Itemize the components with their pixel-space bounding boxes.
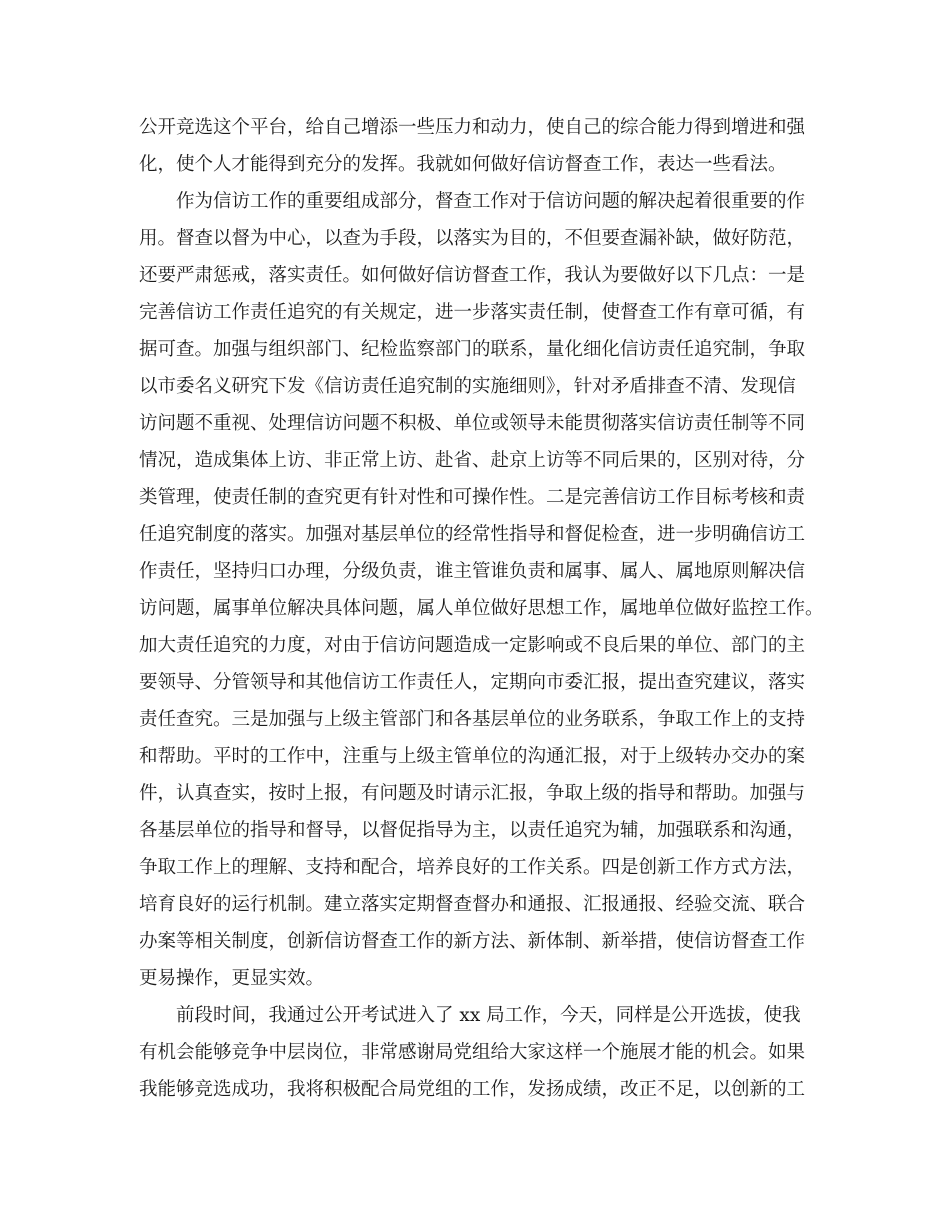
text-line: 访问题，属事单位解决具体问题，属人单位做好思想工作，属地单位做好监控工作。 — [139, 598, 824, 619]
text-line: 据可查。加强与组织部门、纪检监察部门的联系，量化细化信访责任追究制，争取 — [139, 339, 806, 360]
text-line: 办案等相关制度，创新信访督查工作的新方法、新体制、新举措，使信访督查工作 — [139, 931, 806, 952]
text-line: 情况，造成集体上访、非正常上访、赴省、赴京上访等不同后果的，区别对待，分 — [139, 450, 806, 471]
text-line: 化，使个人才能得到充分的发挥。我就如何做好信访督查工作，表达一些看法。 — [139, 154, 787, 175]
text-line: 用。督查以督为中心，以查为手段，以落实为目的，不但要查漏补缺，做好防范， — [139, 228, 806, 249]
text-line: 公开竞选这个平台，给自己增添一些压力和动力，使自己的综合能力得到增进和强 — [139, 117, 806, 138]
text-line: 以市委名义研究下发《信访责任追究制的实施细则》，针对矛盾排查不清、发现信 — [139, 376, 796, 397]
text-line: 争取工作上的理解、支持和配合，培养良好的工作关系。四是创新工作方式方法， — [139, 857, 806, 878]
paragraph-first-line: 前段时间，我通过公开考试进入了 xx 局工作，今天，同样是公开选拔，使我 — [176, 1005, 801, 1026]
text-line: 各基层单位的指导和督导，以督促指导为主，以责任追究为辅，加强联系和沟通， — [139, 820, 806, 841]
text-line: 培育良好的运行机制。建立落实定期督查督办和通报、汇报通报、经验交流、联合 — [139, 894, 806, 915]
text-line: 有机会能够竞争中层岗位，非常感谢局党组给大家这样一个施展才能的机会。如果 — [139, 1042, 806, 1063]
text-line: 要领导、分管领导和其他信访工作责任人，定期向市委汇报，提出查究建议，落实 — [139, 672, 806, 693]
text-line: 更易操作，更显实效。 — [139, 968, 325, 989]
text-line: 和帮助。平时的工作中，注重与上级主管单位的沟通汇报，对于上级转办交办的案 — [139, 746, 806, 767]
text-line: 访问题不重视、处理信访问题不积极、单位或领导未能贯彻落实信访责任制等不同 — [139, 413, 806, 434]
text-line: 作责任，坚持归口办理，分级负责，谁主管谁负责和属事、属人、属地原则解决信 — [139, 561, 806, 582]
text-line: 加大责任追究的力度，对由于信访问题造成一定影响或不良后果的单位、部门的主 — [139, 635, 806, 656]
text-line: 我能够竞选成功，我将积极配合局党组的工作，发扬成绩，改正不足，以创新的工 — [139, 1079, 806, 1100]
paragraph-first-line: 作为信访工作的重要组成部分，督查工作对于信访问题的解决起着很重要的作 — [176, 191, 806, 212]
text-line: 任追究制度的落实。加强对基层单位的经常性指导和督促检查，进一步明确信访工 — [139, 524, 806, 545]
text-line: 类管理，使责任制的查究更有针对性和可操作性。二是完善信访工作目标考核和责 — [139, 487, 806, 508]
text-line: 还要严肃惩戒，落实责任。如何做好信访督查工作，我认为要做好以下几点：一是 — [139, 265, 806, 286]
text-line: 责任查究。三是加强与上级主管部门和各基层单位的业务联系，争取工作上的支持 — [139, 709, 806, 730]
text-line: 件，认真查实，按时上报，有问题及时请示汇报，争取上级的指导和帮助。加强与 — [139, 783, 806, 804]
text-line: 完善信访工作责任追究的有关规定，进一步落实责任制，使督查工作有章可循，有 — [139, 302, 806, 323]
